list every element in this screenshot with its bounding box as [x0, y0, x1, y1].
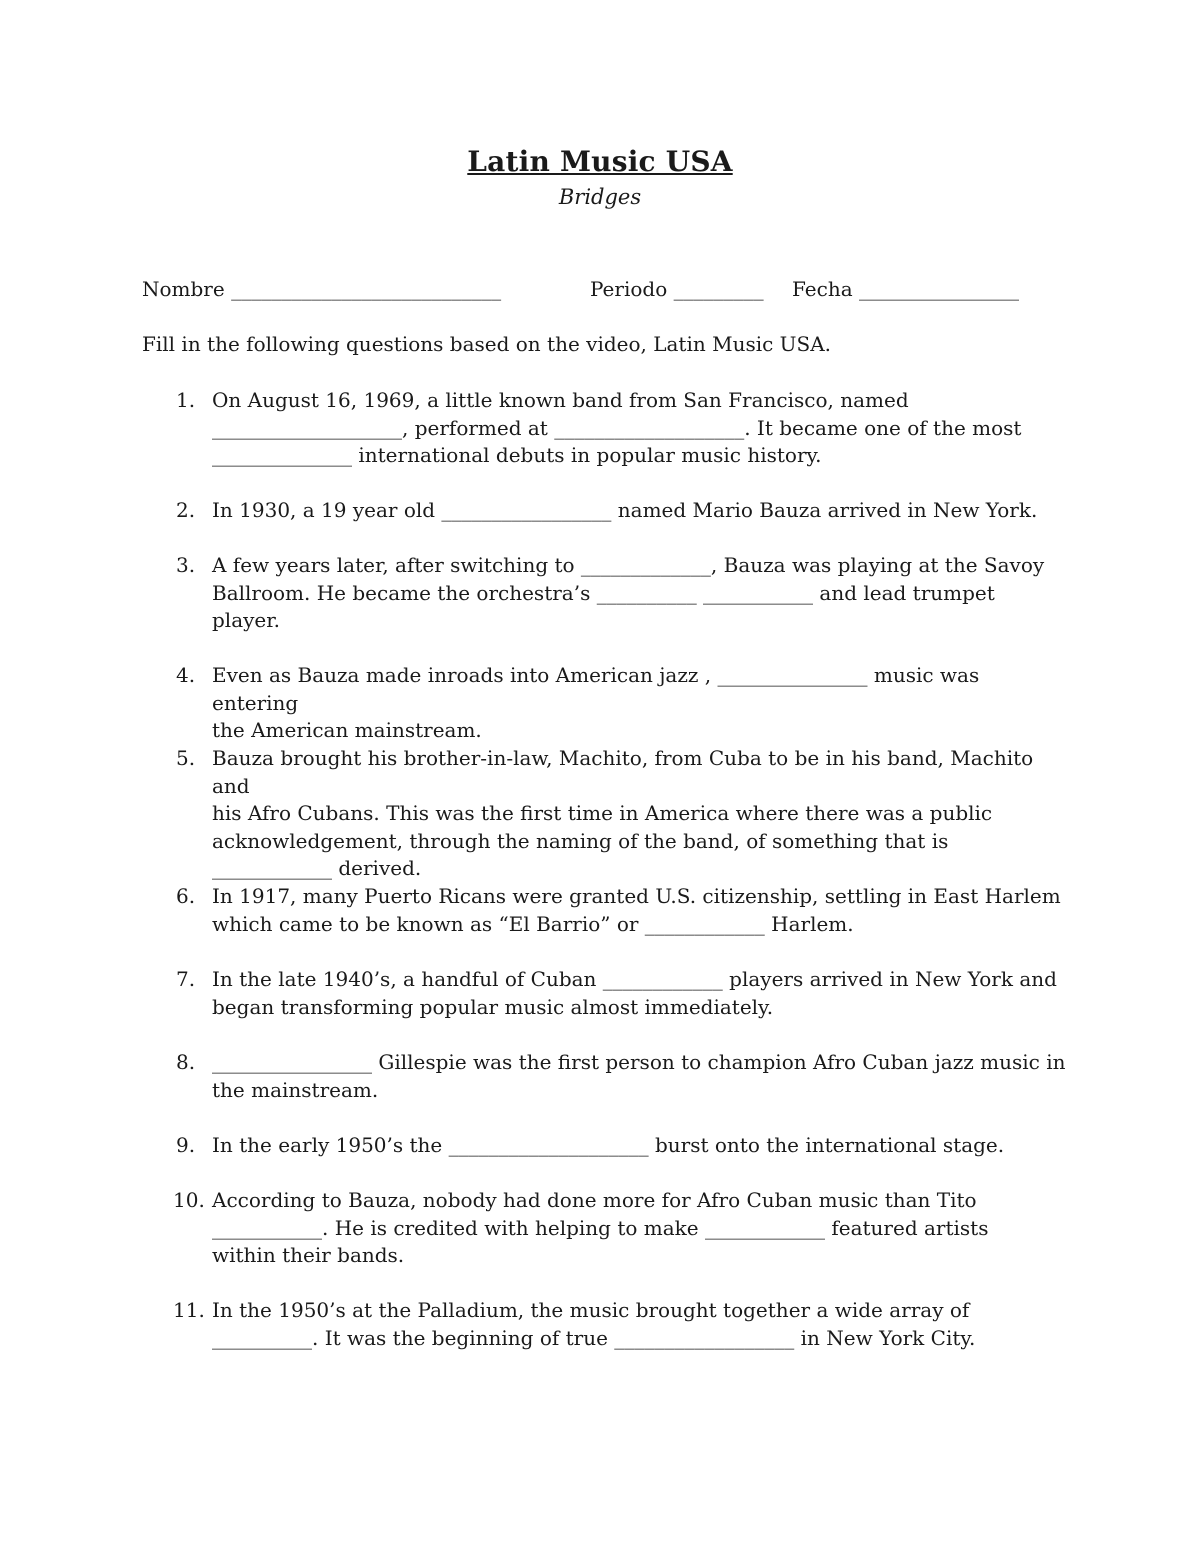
question-item	[173, 1187, 1066, 1270]
question-number: 2.	[176, 498, 196, 522]
question-text[interactable]: In 1930, a 19 year old _________________ named Mario Bauza arrived in New York.	[212, 498, 1038, 522]
question-number: 9.	[176, 1133, 196, 1157]
question-number: 3.	[176, 553, 196, 577]
question-text[interactable]: Bauza brought his brother-in-law, Machito, from Cuba to be in his band, Machito and his Afro Cubans. This was the first time in America where there was a public acknowledgement, through the naming of the band, of something that is ____________ derived.	[212, 746, 1034, 880]
question-number: 1.	[176, 388, 196, 412]
question-item	[176, 387, 1066, 470]
question-number: 4.	[176, 663, 196, 687]
question-number: 6.	[176, 884, 196, 908]
question-text[interactable]: In 1917, many Puerto Ricans were granted U.S. citizenship, settling in East Harlem which came to be known as “El Barrio” or ____________ Harlem.	[212, 884, 1061, 936]
question-item	[176, 497, 1066, 525]
question-number: 7.	[176, 967, 196, 991]
question-item	[173, 1297, 1066, 1352]
question-number: 10.	[173, 1188, 205, 1212]
question-item	[176, 883, 1066, 938]
student-info-row	[142, 277, 1062, 305]
question-item	[176, 552, 1066, 635]
question-text[interactable]: In the early 1950’s the ____________________ burst onto the international stage.	[212, 1133, 1005, 1157]
instructions: Fill in the following questions based on the video, Latin Music USA.	[142, 332, 832, 356]
question-item	[176, 966, 1066, 1021]
question-item	[176, 1132, 1066, 1160]
page-subtitle: Bridges	[558, 185, 642, 209]
page-title: Latin Music USA	[467, 145, 733, 178]
question-item	[176, 662, 1066, 745]
question-text[interactable]: In the late 1940’s, a handful of Cuban ____________ players arrived in New York and began transforming popular music almost immediately.	[212, 967, 1057, 1019]
question-text[interactable]: In the 1950’s at the Palladium, the music brought together a wide array of __________. It was the beginning of true __________________ in New York City.	[212, 1298, 976, 1350]
question-number: 8.	[176, 1050, 196, 1074]
question-item	[176, 745, 1066, 883]
fecha-field[interactable]: Fecha ________________	[792, 277, 1019, 301]
question-text[interactable]: Even as Bauza made inroads into American jazz , _______________ music was entering the American mainstream.	[212, 663, 980, 742]
question-text[interactable]: A few years later, after switching to _____________, Bauza was playing at the Savoy Ballroom. He became the orchestra’s __________ ___________ and lead trumpet player.	[212, 553, 1045, 632]
nombre-field[interactable]: Nombre ___________________________	[142, 277, 502, 301]
question-number: 5.	[176, 746, 196, 770]
question-item	[176, 1049, 1066, 1104]
question-text[interactable]: On August 16, 1969, a little known band from San Francisco, named ___________________, performed at ___________________. It became one of the most ______________ international debuts in popular music history.	[212, 388, 1022, 467]
question-text[interactable]: According to Bauza, nobody had done more for Afro Cuban music than Tito ___________. He is credited with helping to make ____________ featured artists within their bands.	[212, 1188, 989, 1267]
question-number: 11.	[173, 1298, 205, 1322]
periodo-field[interactable]: Periodo _________	[590, 277, 764, 301]
question-text[interactable]: ________________ Gillespie was the first person to champion Afro Cuban jazz music in the mainstream.	[212, 1050, 1066, 1102]
